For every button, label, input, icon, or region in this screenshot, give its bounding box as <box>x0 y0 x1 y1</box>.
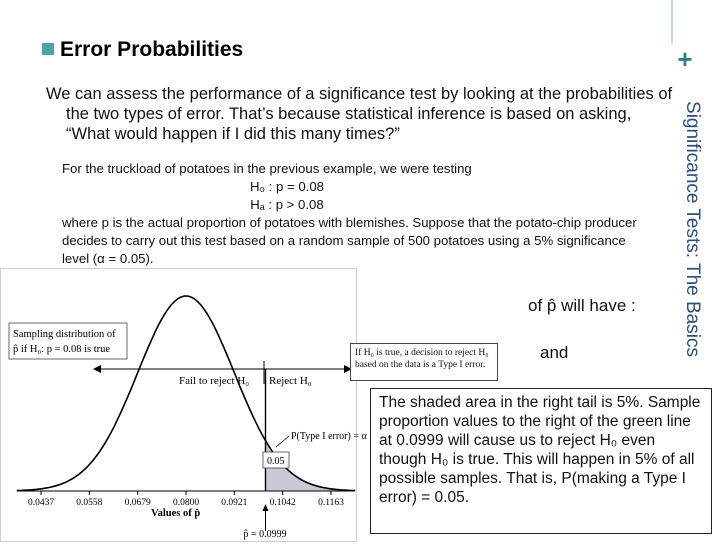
section-title-vertical: Significance Tests: The Basics <box>682 101 703 357</box>
type1-label: P(Type I error) = α <box>291 431 367 442</box>
para-rest: where p is the actual proportion of potatoes with blemishes. Suppose that the potato-chip producer decides to carry out this test based on a random sample of 500 potatoes using a 5% significance level (α = 0.05). <box>62 215 637 266</box>
x-tick-label: 0.0437 <box>27 498 55 508</box>
square-bullet-icon <box>42 43 54 55</box>
reject-label: Reject H₀ <box>269 375 312 387</box>
plus-icon: + <box>677 44 693 74</box>
side-accent-bar <box>671 0 701 44</box>
type1-error-note: If H₀ is true, a decision to reject H₀ based on the data is a Type I error. <box>350 343 498 381</box>
intro-text: We can assess the performance of a significance test by looking at the probabilities of the two types of error. That’s because statistical inference is based on asking, “What would happen if I did this many times?” <box>46 85 673 143</box>
null-hypothesis: H₀ : p = 0.08 <box>249 179 325 194</box>
x-tick-label: 0.1163 <box>318 498 344 508</box>
callout-box: The shaded area in the right tail is 5%. Sample proportion values to the right of the green line at 0.0999 will cause us to reject H₀ even though H₀ is true. This will happen in 5% of all possible samples. That is, P(making a Type I error) = 0.05. <box>370 388 712 534</box>
para-line-1: For the truckload of potatoes in the previous example, we were testing <box>62 161 472 176</box>
alpha-value: 0.05 <box>267 456 285 467</box>
sampling-label-1: Sampling distribution of <box>13 329 116 340</box>
cutoff-label: p̂ = 0.0999 <box>243 529 287 540</box>
example-paragraph <box>62 160 642 268</box>
sampling-distribution-figure <box>0 268 367 542</box>
left-arrowhead-icon <box>93 365 101 373</box>
up-arrowhead-icon <box>262 504 268 511</box>
type1-pointer <box>276 436 289 447</box>
x-tick-label: 0.0921 <box>221 498 248 508</box>
tick-labels <box>28 491 344 508</box>
sampling-label-2: p̂ if H₀: p = 0.08 is true <box>13 344 111 355</box>
x-axis-label: Values of p̂ <box>151 508 201 519</box>
x-tick-label: 0.1042 <box>269 498 296 508</box>
heading-text: Error Probabilities <box>60 38 244 61</box>
x-tick-label: 0.0558 <box>76 498 103 508</box>
alt-hypothesis: Hₐ : p > 0.08 <box>250 197 324 212</box>
covered-text-fragment: of p̂ will have : <box>528 296 636 315</box>
distribution-chart <box>1 269 367 541</box>
slide-heading <box>42 38 243 62</box>
x-tick-label: 0.0679 <box>124 498 151 508</box>
covered-text-fragment-2: and <box>540 343 569 362</box>
fail-label: Fail to reject H₀ <box>179 375 250 387</box>
x-tick-label: 0.0800 <box>172 498 200 508</box>
